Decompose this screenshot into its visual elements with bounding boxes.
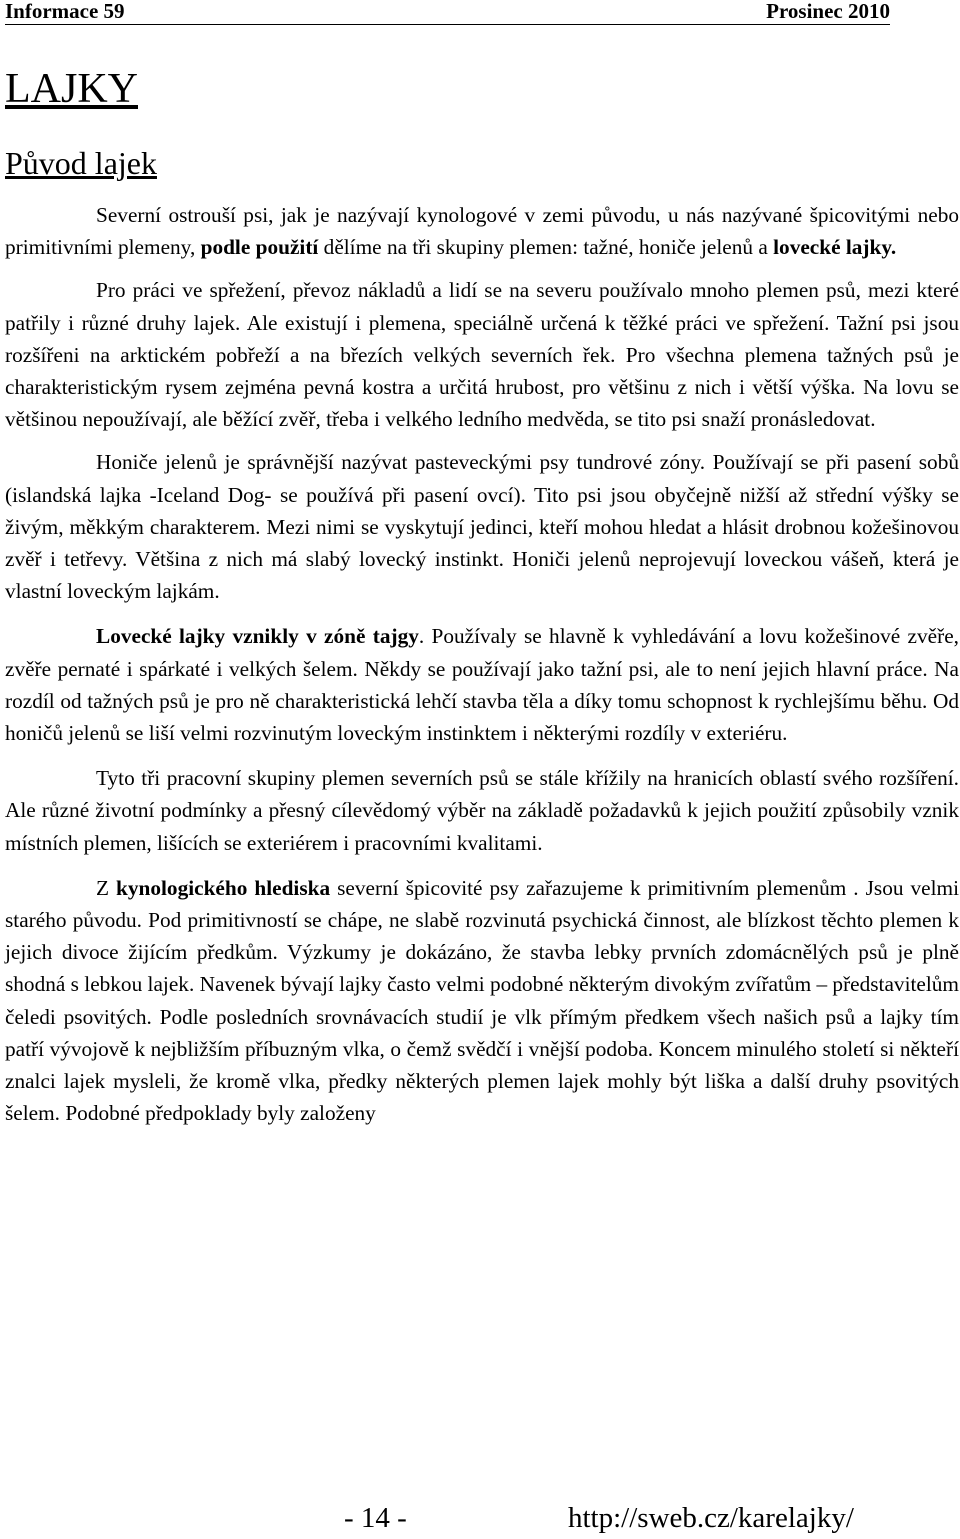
page-number: - 14 - [344, 1502, 407, 1534]
paragraph-1-bold-b: lovecké lajky. [773, 235, 897, 260]
date-label: Prosinec 2010 [766, 0, 890, 23]
page-header [5, 0, 890, 25]
page-footer [0, 1500, 960, 1539]
paragraph-4 [5, 620, 959, 749]
section-heading: Původ lajek [5, 145, 157, 181]
paragraph-6 [5, 872, 959, 1130]
paragraph-4-text: . Používaly se hlavně k vyhledávání a lovu kožešinové zvěře, zvěře pernaté i spárkaté i velkých šelem. Někdy se používají jako tažní psi, ale to není jejich hlavní práce. Na rozdíl od tažných psů je pro ně charakteristická lehčí stavba těla a díky tomu schopnost k rychlejšímu běhu. Od honičů jelenů se liší velmi rozvinutým loveckým instinktem i některými rozdíly v exteriéru. [5, 624, 959, 746]
paragraph-5: Tyto tři pracovní skupiny plemen severních psů se stále křížily na hranicích oblastí svého rozšíření. Ale různé životní podmínky a přesný cílevědomý výběr na základě požadavků k jejich použití způsobily vznik místních plemen, lišících se exteriérem i pracovními kvalitami. [5, 766, 959, 855]
article-body [5, 199, 959, 1129]
paragraph-1-text-b: dělíme na tři skupiny plemen: tažné, honiče jelenů a [318, 235, 774, 260]
paragraph-1 [5, 199, 959, 263]
issue-label: Informace 59 [5, 0, 125, 23]
page-title: LAJKY [5, 66, 138, 112]
paragraph-6-text-a: Z [96, 875, 117, 900]
paragraph-6-bold: kynologického hlediska [116, 875, 331, 900]
paragraph-2: Pro práci ve spřežení, převoz nákladů a lidí se na severu používalo mnoho plemen psů, mezi které patřily i různé druhy lajek. Ale existují i plemena, speciálně určená k těžké práci ve spřežení. Tažní psi jsou rozšířeni na arktickém pobřeží a na březích velkých severních řek. Pro všechna plemena tažných psů je charakteristickým rysem zejména pevná kostra a určitá hrubost, pro většinu z nich i větší výška. Na lovu se většinou nepoužívají, ale běžící zvěř, třeba i velkého ledního medvěda, se tito psi snaží pronásledovat. [5, 278, 959, 432]
paragraph-1-text-a: Severní ostrouší psi, jak je nazývají kynologové v zemi původu, u nás nazývané špicovitými nebo primitivními plemeny, [5, 203, 959, 260]
footer-url: http://sweb.cz/karelajky/ [568, 1502, 854, 1534]
paragraph-6-text-b: severní špicovité psy zařazujeme k primitivním plemenům . Jsou velmi starého původu. Pod primitivností se chápe, ne slabě rozvinutá psychická činnost, ale blízkost těchto plemen k jejich divoce žijícím předkům. Výzkumy je dokázáno, že stavba lebky prvních zdomácnělých psů je plně shodná s lebkou lajek. Navenek bývají lajky často velmi podobné některým divokým zvířatům – představitelům čeledi psovitých. Podle posledních srovnávacích studií je vlk přímým předkem všech našich psů a lajky tím patří vývojově k nejbližším příbuzným vlka, o čemž svědčí i vnější podoba. Koncem minulého století si někteří znalci lajek mysleli, že kromě vlka, předky některých plemen lajek mohly být liška a další druhy psovitých šelem. Podobné předpoklady byly založeny [5, 875, 959, 1126]
paragraph-1-bold-a: podle použití [200, 235, 319, 260]
paragraph-4-bold: Lovecké lajky vznikly v zóně tajgy [96, 624, 419, 649]
paragraph-3: Honiče jelenů je správnější nazývat pasteveckými psy tundrové zóny. Používají se při pasení sobů (islandská lajka -Iceland Dog- se používá při pasení ovcí). Tito psi jsou obyčejně nižší až střední výšky se živým, měkkým charakterem. Mezi nimi se vyskytují jedinci, kteří mohou hledat a hlásit drobnou kožešinovou zvěř i tetřevy. Většina z nich má slabý lovecký instinkt. Honiči jelenů neprojevují loveckou vášeň, která je vlastní loveckým lajkám. [5, 450, 959, 604]
